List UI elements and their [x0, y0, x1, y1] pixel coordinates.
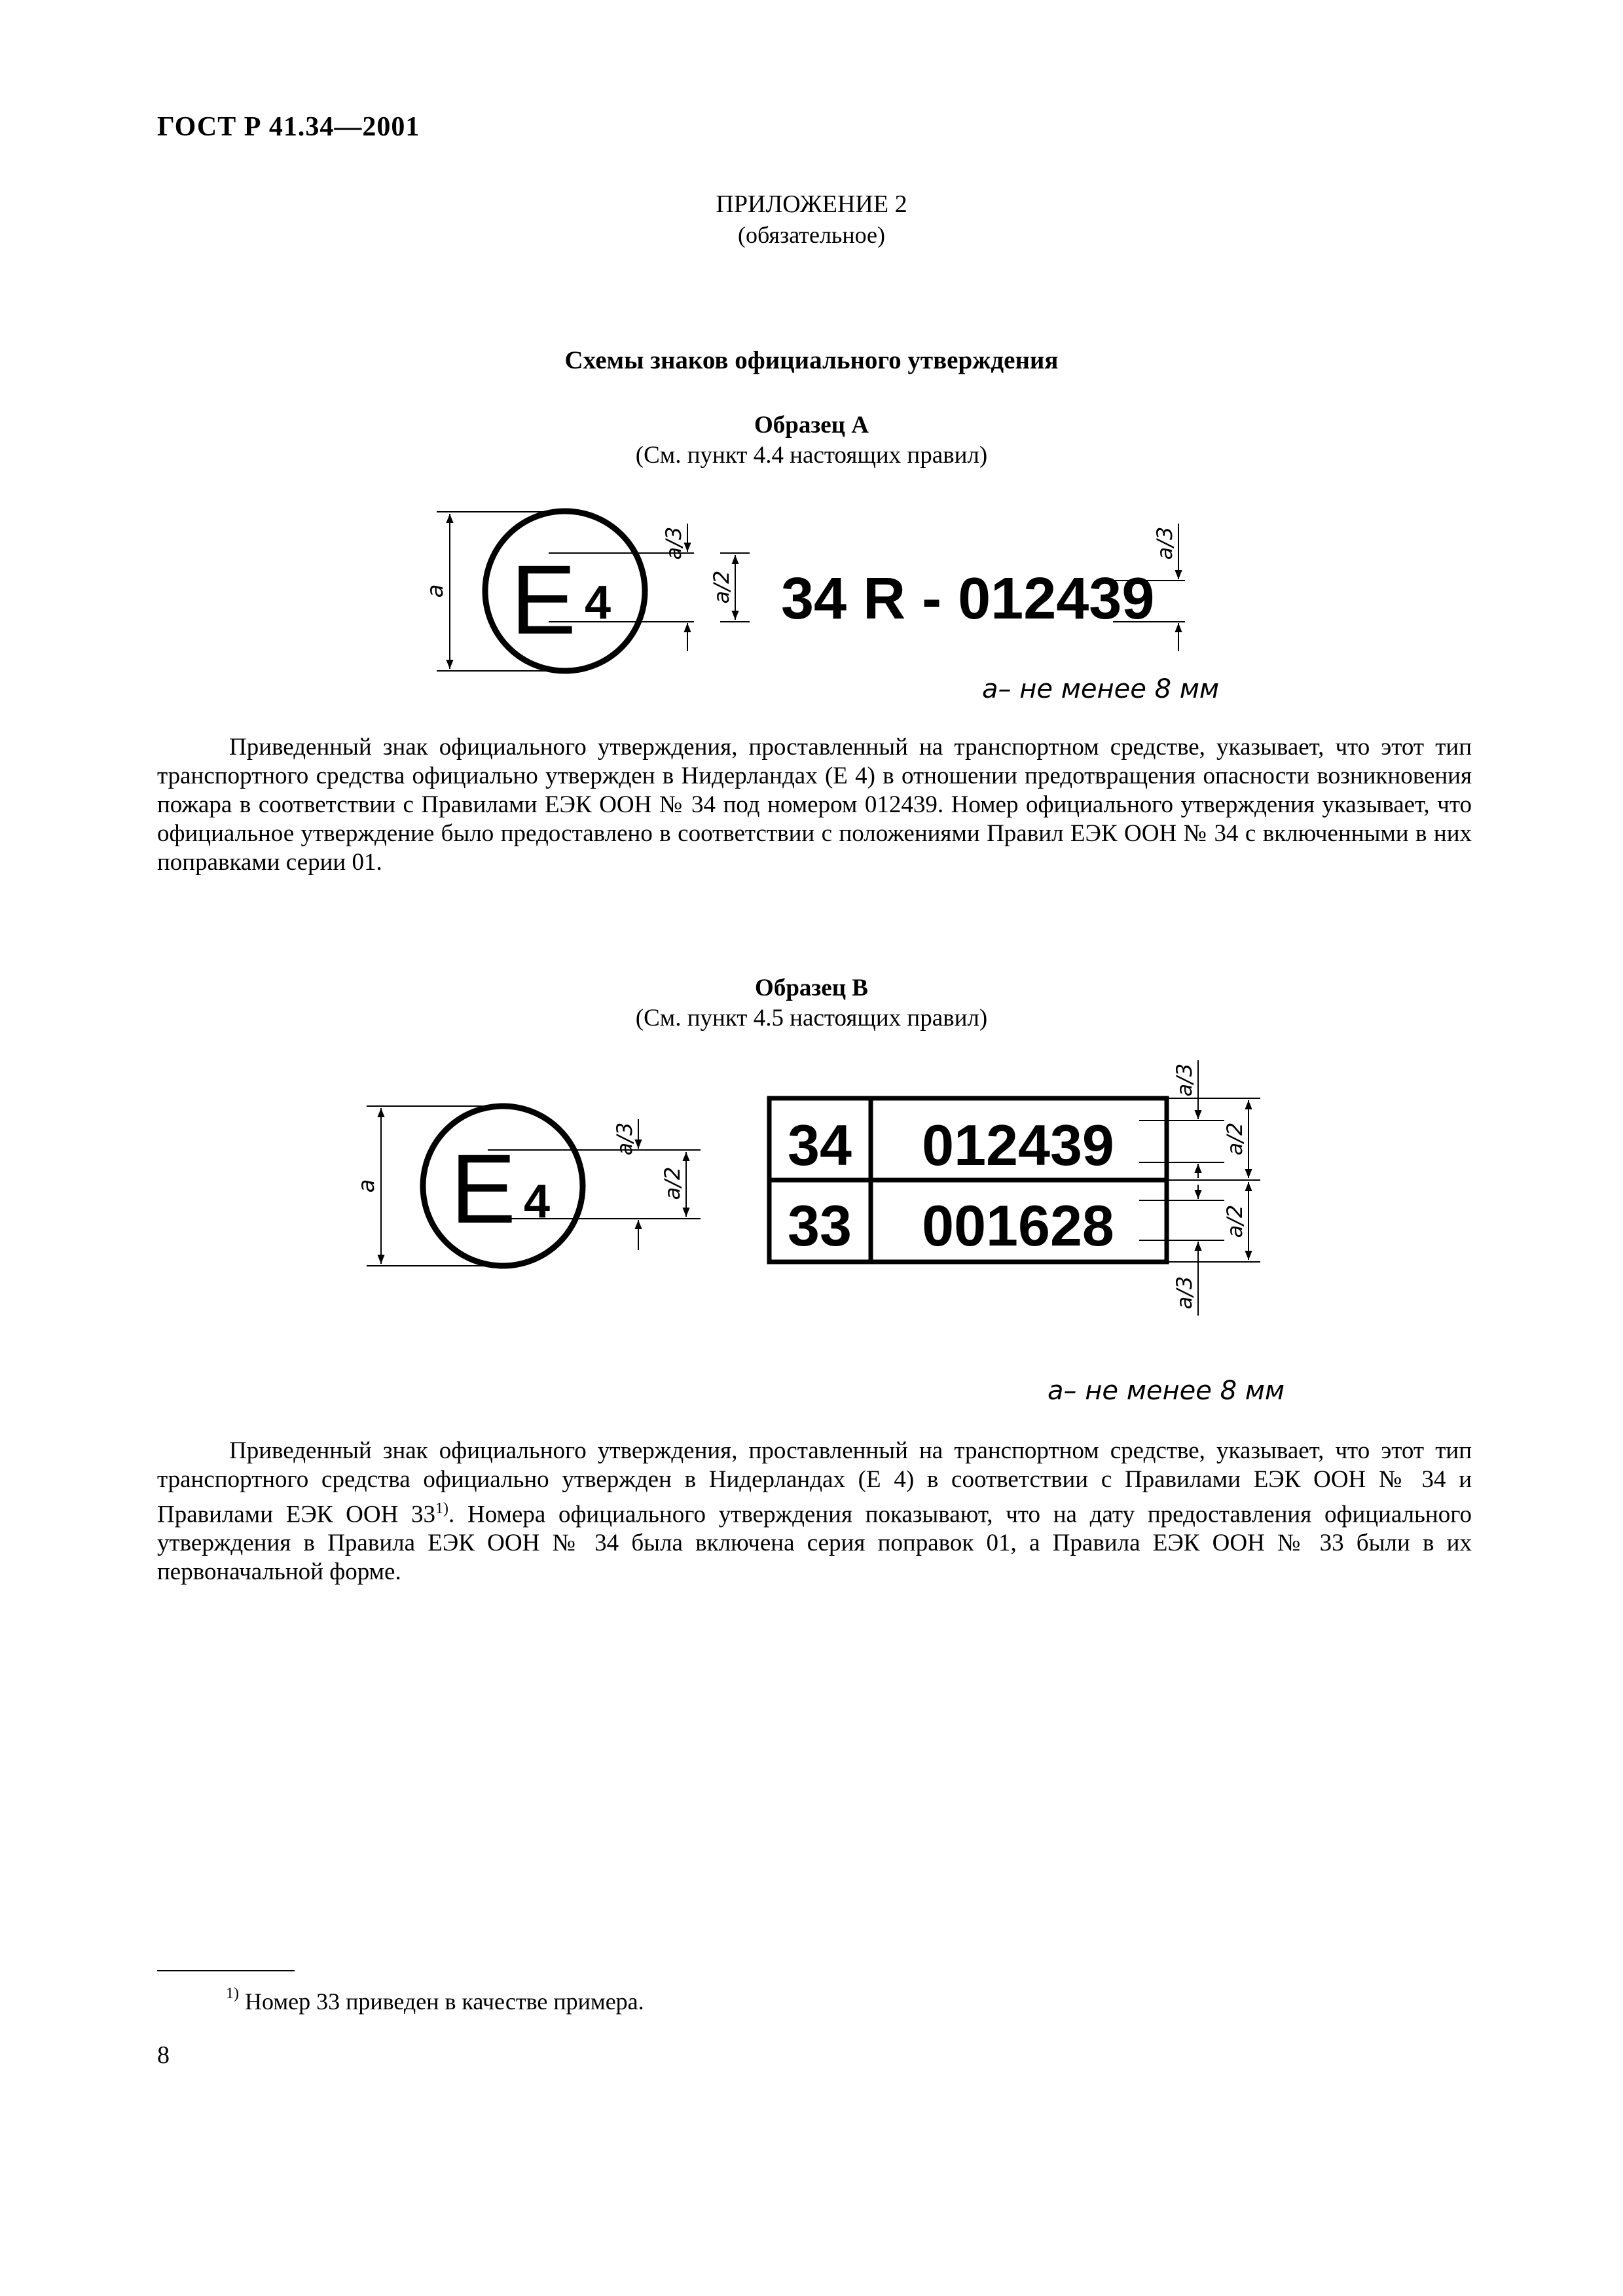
sample-b-dim-a2-bottom-label: a/2: [1222, 1204, 1247, 1238]
appendix-title: ПРИЛОЖЕНИЕ 2: [716, 190, 907, 218]
sample-a-title: Образец А: [754, 412, 869, 439]
sample-b-paragraph: [157, 1437, 1472, 1587]
sample-a-letter: E: [511, 545, 577, 655]
footnote: [226, 1985, 644, 2015]
sample-a-dim-a3-right-label: a/3: [1152, 526, 1177, 560]
sample-a-paragraph: Приведенный знак официального утверждения, проставленный на транспортном средстве, указывает, что этот тип транспортного средства официально утвержден в Нидерландах (E 4) в отношении предотвращения опасности возникновения пожара в соответствии с Правилами ЕЭК ООН № 34 под номером 012439. Номер официального утверждения указывает, что официальное утверждение было предоставлено в соответствии с положениями Правил ЕЭК ООН № 34 с включенными в них поправками серии 01.: [157, 734, 1472, 876]
sample-b-row1-reg: 34: [788, 1113, 852, 1177]
sample-a-dim-a-label: a: [422, 584, 448, 598]
footnote-ref[interactable]: 1): [435, 1500, 449, 1517]
page-number: 8: [157, 2041, 170, 2069]
sample-b-paragraph-block: [157, 1437, 1472, 1587]
sample-a-paragraph-block: [157, 733, 1472, 877]
footnote-marker: 1): [226, 1985, 239, 2002]
sample-a-note: a– не менее 8 мм: [982, 674, 1220, 704]
sample-a-drawing: [422, 511, 1219, 704]
sample-a-dim-a3-label: a/3: [661, 526, 686, 560]
sample-b-paragraph-part2: . Номера официального утверждения показывают, что на дату предоставления официального утверждения в Правила ЕЭК ООН № 34 была включена серия поправок 01, а Правила ЕЭК ООН № 33 были в их первоначальной форме.: [157, 1501, 1472, 1586]
sample-b-ref: (См. пункт 4.5 настоящих правил): [635, 1005, 988, 1031]
sample-b-dim-a3-bottom-label: a/3: [1172, 1276, 1197, 1310]
sample-b-drawing: [354, 1060, 1285, 1406]
sample-b-letter: E: [450, 1134, 517, 1244]
sample-b-dim-a2-top-label: a/2: [1222, 1122, 1247, 1156]
sample-b-row1-number: 012439: [922, 1113, 1114, 1177]
sample-a-dim-a2-label: a/2: [709, 570, 734, 604]
sample-b-dim-a3-label: a/3: [612, 1122, 637, 1156]
sample-b-dim-a-label: a: [354, 1179, 380, 1193]
sample-b-country: 4: [524, 1175, 551, 1228]
sample-a-country: 4: [585, 577, 611, 629]
section-title: Схемы знаков официального утверждения: [564, 346, 1059, 374]
footnote-rule: [157, 1970, 295, 1971]
sample-b-dim-a2-label: a/2: [660, 1166, 685, 1200]
footnote-text: Номер 33 приведен в качестве примера.: [239, 1988, 644, 2015]
sample-b-paragraph-part1: Приведенный знак официального утверждения, проставленный на транспортном средстве, указывает, что этот тип транспортного средства официально утвержден в Нидерландах (E 4) в соответствии с Правилами ЕЭК ООН № 34 и Правилами ЕЭК ООН 33: [157, 1437, 1472, 1528]
sample-a-ref: (См. пункт 4.4 настоящих правил): [635, 442, 988, 469]
sample-b-title: Образец В: [755, 975, 868, 1001]
sample-b-dim-a3-top-label: a/3: [1172, 1063, 1197, 1097]
sample-b-row2-reg: 33: [788, 1193, 852, 1258]
appendix-status: (обязательное): [738, 222, 885, 248]
document-header: ГОСТ Р 41.34—2001: [157, 112, 420, 142]
sample-b-note: a– не менее 8 мм: [1048, 1376, 1285, 1406]
sample-b-row2-number: 001628: [922, 1193, 1114, 1258]
sample-a-approval-text: 34 R - 012439: [781, 566, 1155, 632]
